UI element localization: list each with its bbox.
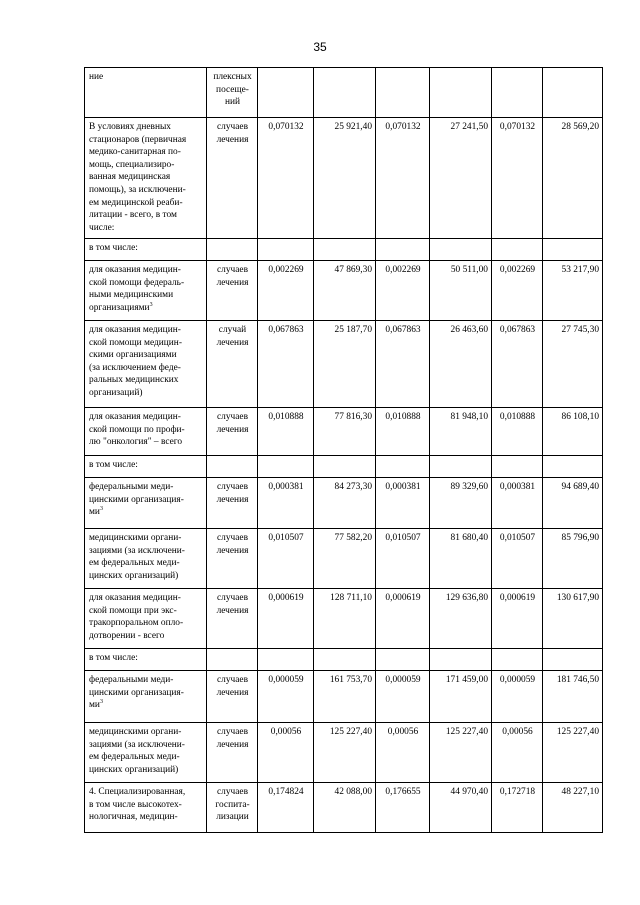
value-cell (543, 321, 603, 408)
row-unit-cell (207, 783, 258, 833)
value-cell (430, 118, 492, 239)
value-cell (543, 68, 603, 118)
table-row (85, 239, 603, 261)
value-cell (258, 118, 314, 239)
value-text: 125 227,40 (329, 727, 372, 737)
row-name: в том числе: (89, 243, 138, 253)
page-number: 35 (313, 40, 327, 54)
value-text: 0,176655 (385, 787, 421, 797)
value-cell (543, 529, 603, 589)
value-cell (430, 478, 492, 529)
value-cell (258, 671, 314, 723)
value-cell (314, 68, 376, 118)
value-cell (430, 783, 492, 833)
table-row (85, 671, 603, 723)
value-text: 0,010507 (499, 533, 536, 543)
value-cell (492, 118, 543, 239)
value-text: 86 108,10 (561, 412, 599, 422)
row-unit-cell (207, 671, 258, 723)
row-name: для оказания медицин- ской помощи при экс- тракорпоральном опло- дотворении - всего (89, 593, 184, 641)
value-text: 0,002269 (499, 265, 536, 275)
table-row (85, 321, 603, 408)
value-text: 0,000381 (268, 482, 304, 492)
row-name-cell (85, 478, 207, 529)
table-row (85, 456, 603, 478)
value-text: 0,00056 (387, 727, 419, 737)
row-unit: случаев лечения (216, 265, 249, 288)
value-text: 128 711,10 (330, 593, 372, 603)
row-unit: случаев лечения (216, 533, 249, 556)
value-cell (430, 671, 492, 723)
value-text: 0,00056 (502, 727, 533, 737)
value-text: 25 187,70 (334, 325, 372, 335)
value-cell (314, 261, 376, 321)
value-cell (376, 408, 430, 456)
value-cell (376, 239, 430, 261)
row-name-cell (85, 321, 207, 408)
row-unit-cell (207, 118, 258, 239)
table-row (85, 68, 603, 118)
value-text: 84 273,30 (334, 482, 372, 492)
value-text: 161 753,70 (329, 675, 372, 685)
row-name: медицинскими органи- зациями (за исключени- ем федеральных меди- цинских организаций) (89, 533, 185, 581)
value-cell (258, 239, 314, 261)
value-cell (492, 649, 543, 671)
value-cell (543, 671, 603, 723)
row-unit-cell (207, 239, 258, 261)
value-cell (543, 649, 603, 671)
footnote-mark: 3 (99, 699, 103, 706)
value-text: 81 948,10 (450, 412, 488, 422)
value-cell (258, 321, 314, 408)
value-cell (492, 456, 543, 478)
value-cell (376, 478, 430, 529)
row-name: в том числе: (89, 653, 138, 663)
value-text: 0,000059 (385, 675, 421, 685)
row-name-cell (85, 118, 207, 239)
table-row (85, 478, 603, 529)
value-cell (258, 649, 314, 671)
value-text: 0,174824 (268, 787, 304, 797)
row-name-cell (85, 68, 207, 118)
value-cell (314, 239, 376, 261)
value-cell (314, 478, 376, 529)
value-text: 0,067863 (385, 325, 421, 335)
value-text: 0,002269 (385, 265, 421, 275)
value-text: 0,070132 (499, 122, 536, 132)
value-cell (258, 478, 314, 529)
row-name: федеральными меди- цинскими организация- ми (89, 675, 184, 711)
table-row (85, 118, 603, 239)
value-cell (430, 649, 492, 671)
value-cell (492, 261, 543, 321)
value-text: 0,067863 (499, 325, 536, 335)
value-text: 42 088,00 (334, 787, 372, 797)
value-text: 0,070132 (385, 122, 421, 132)
row-name-cell (85, 456, 207, 478)
value-text: 0,010888 (385, 412, 421, 422)
row-name-cell (85, 529, 207, 589)
value-text: 171 459,00 (445, 675, 488, 685)
value-text: 0,010888 (268, 412, 304, 422)
value-cell (376, 529, 430, 589)
row-unit-cell (207, 478, 258, 529)
value-cell (543, 478, 603, 529)
table-row (85, 529, 603, 589)
row-unit-cell (207, 529, 258, 589)
value-cell (430, 723, 492, 783)
row-name-cell (85, 649, 207, 671)
table-row (85, 261, 603, 321)
value-text: 81 680,40 (450, 533, 488, 543)
value-cell (430, 68, 492, 118)
value-cell (543, 456, 603, 478)
value-text: 27 745,30 (561, 325, 599, 335)
value-text: 0,000059 (499, 675, 536, 685)
value-cell (492, 783, 543, 833)
value-cell (430, 261, 492, 321)
value-text: 130 617,90 (556, 593, 599, 603)
value-cell (258, 68, 314, 118)
value-cell (543, 118, 603, 239)
value-text: 94 689,40 (561, 482, 599, 492)
value-text: 27 241,50 (450, 122, 488, 132)
row-unit: случаев лечения (216, 412, 249, 435)
value-cell (376, 118, 430, 239)
value-cell (492, 478, 543, 529)
value-cell (258, 589, 314, 649)
value-text: 0,010507 (268, 533, 304, 543)
footnote-mark: 3 (99, 506, 103, 513)
row-name: В условиях дневных стационаров (первичная медико-санитарная по- мощь, специализиро- ванная медицинская помощь), за исключени- ем медицинской реаби- литации - всего, в том числе: (89, 122, 187, 233)
value-text: 26 463,60 (450, 325, 488, 335)
value-text: 25 921,40 (334, 122, 372, 132)
value-cell (314, 723, 376, 783)
row-name: федеральными меди- цинскими организация- ми (89, 482, 184, 518)
row-name: 4. Специализированная, в том числе высокотех- нологичная, медицин- (89, 787, 186, 823)
value-cell (430, 239, 492, 261)
row-unit: случаев лечения (216, 482, 249, 505)
value-text: 0,172718 (499, 787, 536, 797)
value-cell (314, 321, 376, 408)
value-cell (492, 529, 543, 589)
value-cell (258, 456, 314, 478)
table-row (85, 723, 603, 783)
row-unit: случаев лечения (216, 593, 249, 616)
row-name-cell (85, 589, 207, 649)
row-unit-cell (207, 456, 258, 478)
value-cell (543, 408, 603, 456)
value-text: 28 569,20 (561, 122, 599, 132)
row-name-cell (85, 723, 207, 783)
value-cell (258, 529, 314, 589)
value-text: 0,000381 (385, 482, 421, 492)
row-unit: случаев госпита- лизации (215, 787, 250, 823)
value-cell (376, 723, 430, 783)
footnote-mark: 3 (149, 301, 153, 308)
value-text: 89 329,60 (450, 482, 488, 492)
value-cell (492, 408, 543, 456)
value-cell (314, 529, 376, 589)
row-unit: случаев лечения (216, 122, 249, 145)
value-cell (258, 261, 314, 321)
value-cell (543, 723, 603, 783)
value-cell (314, 589, 376, 649)
row-unit: случаев лечения (216, 727, 249, 750)
row-unit-cell (207, 723, 258, 783)
value-text: 85 796,90 (561, 533, 599, 543)
row-unit: случай лечения (216, 325, 249, 348)
value-text: 125 227,40 (445, 727, 488, 737)
value-cell (492, 239, 543, 261)
row-name: в том числе: (89, 460, 138, 470)
row-name: ние (89, 72, 104, 82)
value-cell (430, 529, 492, 589)
value-text: 77 582,20 (334, 533, 372, 543)
value-text: 0,000619 (268, 593, 304, 603)
value-text: 181 746,50 (556, 675, 599, 685)
value-cell (376, 261, 430, 321)
table-row (85, 783, 603, 833)
row-name-cell (85, 671, 207, 723)
value-cell (430, 589, 492, 649)
table-row (85, 649, 603, 671)
value-cell (543, 589, 603, 649)
value-text: 50 511,00 (450, 265, 488, 275)
value-cell (314, 671, 376, 723)
row-name-cell (85, 408, 207, 456)
value-text: 0,070132 (268, 122, 304, 132)
row-unit: плексных посеще- ний (213, 72, 252, 108)
value-text: 0,010507 (385, 533, 421, 543)
value-text: 0,000619 (385, 593, 421, 603)
value-cell (376, 671, 430, 723)
value-cell (258, 723, 314, 783)
value-cell (314, 649, 376, 671)
value-cell (314, 118, 376, 239)
value-text: 77 816,30 (334, 412, 372, 422)
value-cell (492, 671, 543, 723)
value-text: 47 869,30 (334, 265, 372, 275)
value-text: 48 227,10 (561, 787, 599, 797)
value-text: 0,00056 (270, 727, 302, 737)
value-text: 0,000381 (499, 482, 536, 492)
row-unit-cell (207, 649, 258, 671)
row-unit-cell (207, 321, 258, 408)
row-unit: случаев лечения (216, 675, 249, 698)
value-cell (430, 456, 492, 478)
value-text: 0,000059 (268, 675, 304, 685)
value-cell (492, 68, 543, 118)
value-text: 44 970,40 (450, 787, 488, 797)
value-cell (314, 456, 376, 478)
value-cell (492, 723, 543, 783)
value-cell (543, 261, 603, 321)
row-name-cell (85, 239, 207, 261)
row-unit-cell (207, 261, 258, 321)
value-cell (430, 321, 492, 408)
row-name: для оказания медицин- ской помощи федераль- ными медицинскими организациями (89, 265, 185, 313)
row-name-cell (85, 261, 207, 321)
value-cell (543, 239, 603, 261)
value-cell (430, 408, 492, 456)
row-name: для оказания медицин- ской помощи медицин- скими организациями (за исключением феде- ральных медицинских организаций) (89, 325, 182, 398)
value-text: 0,002269 (268, 265, 304, 275)
value-cell (543, 783, 603, 833)
value-cell (258, 783, 314, 833)
value-cell (258, 408, 314, 456)
row-unit-cell (207, 589, 258, 649)
value-cell (314, 783, 376, 833)
table-row (85, 408, 603, 456)
row-name-cell (85, 783, 207, 833)
value-cell (376, 68, 430, 118)
value-cell (492, 321, 543, 408)
value-cell (376, 321, 430, 408)
value-text: 125 227,40 (556, 727, 599, 737)
value-cell (492, 589, 543, 649)
table-row (85, 589, 603, 649)
row-unit-cell (207, 408, 258, 456)
value-cell (376, 783, 430, 833)
value-text: 0,000619 (499, 593, 536, 603)
tariff-table (84, 67, 603, 833)
value-cell (376, 456, 430, 478)
row-name: для оказания медицин- ской помощи по профи- лю "онкология" – всего (89, 412, 185, 448)
row-name: медицинскими органи- зациями (за исключени- ем федеральных меди- цинских организаций) (89, 727, 185, 775)
value-text: 129 636,80 (445, 593, 488, 603)
value-cell (314, 408, 376, 456)
value-cell (376, 649, 430, 671)
value-cell (376, 589, 430, 649)
value-text: 0,010888 (499, 412, 536, 422)
value-text: 53 217,90 (561, 265, 599, 275)
row-unit-cell (207, 68, 258, 118)
value-text: 0,067863 (268, 325, 304, 335)
